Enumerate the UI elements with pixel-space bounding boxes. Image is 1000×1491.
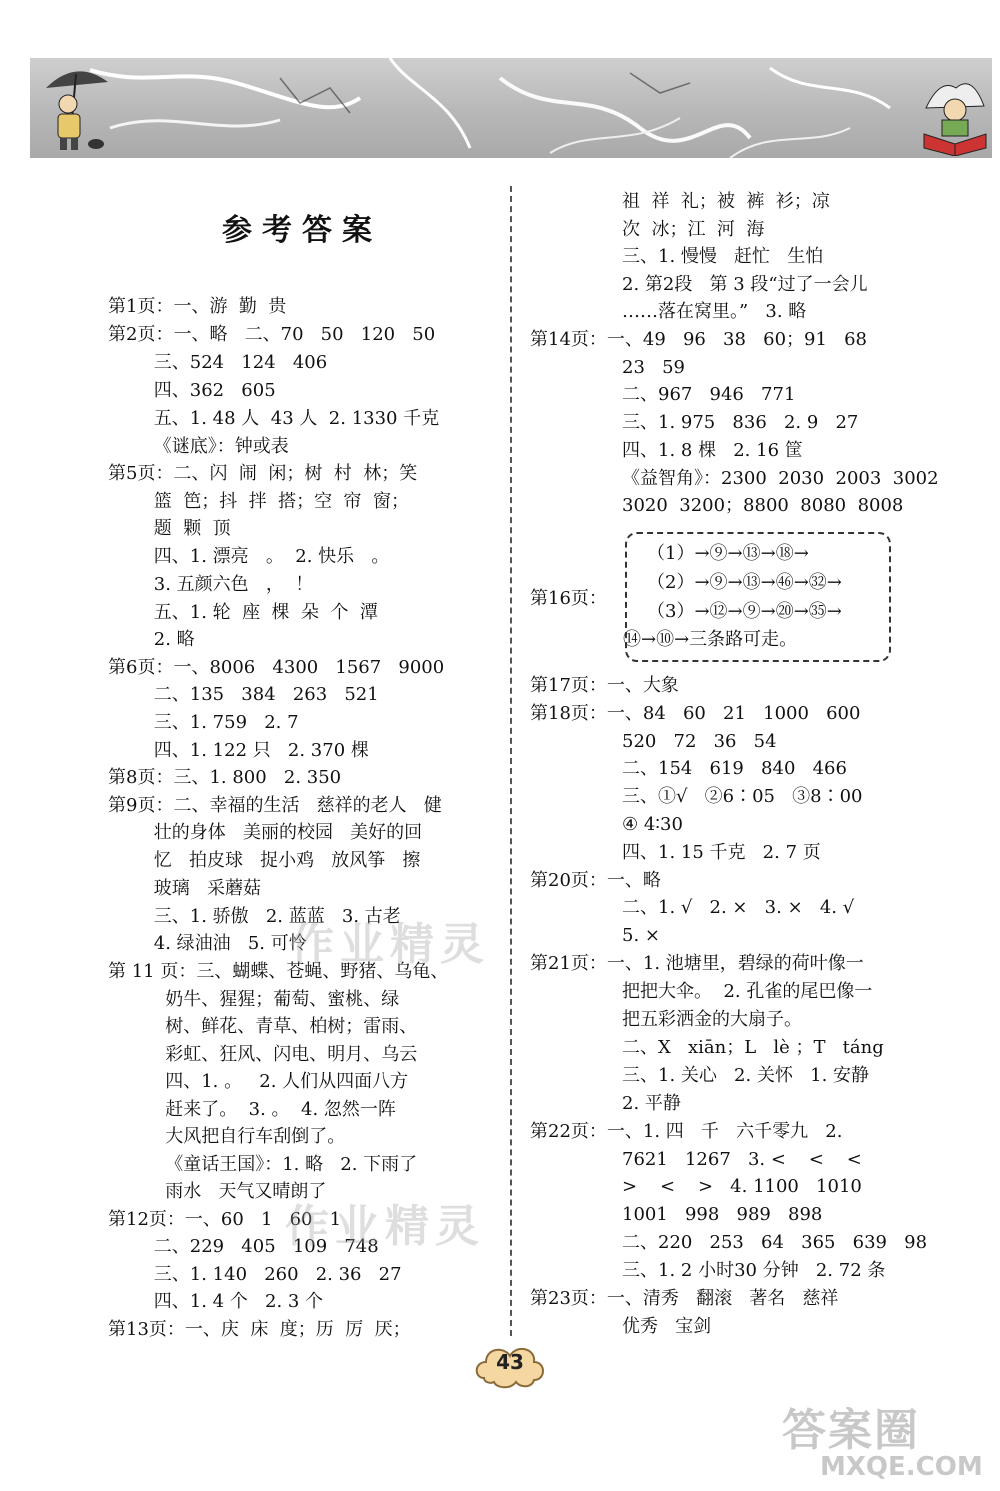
answer-line: 赶来了。 3. 。 4. 忽然一阵 — [108, 1099, 396, 1120]
umbrella-child-icon — [38, 60, 118, 156]
answer-line: 第13页：一、庆 床 度；历 厉 厌； — [108, 1319, 411, 1340]
answer-line: 四、362 605 — [108, 380, 276, 401]
route-row: （1）→⑨→⑬→⑱→ — [647, 543, 809, 564]
answer-line: 第14页：一、49 96 38 60；91 68 — [530, 329, 867, 350]
answer-line: 三、524 124 406 — [108, 352, 328, 373]
answer-line: 树、鲜花、青草、柏树；雷雨、 — [108, 1016, 418, 1037]
answer-line: 第20页：一、略 — [530, 870, 661, 891]
answer-line: 把五彩洒金的大扇子。 — [622, 1009, 802, 1030]
site-watermark — [770, 1390, 992, 1490]
answer-line: 四、1. 8 棵 2. 16 筐 — [622, 440, 803, 461]
answer-line: > < > 4. 1100 1010 — [622, 1176, 862, 1197]
answer-line: 第12页：一、60 1 60 1 — [108, 1209, 342, 1230]
answer-line: 第21页：一、1. 池塘里，碧绿的荷叶像一 — [530, 953, 864, 974]
answer-line: 第22页：一、1. 四 千 六千零九 2. — [530, 1121, 843, 1142]
reading-child-icon — [920, 68, 990, 156]
answer-line: 第8页：三、1. 800 2. 350 — [108, 767, 342, 788]
route-row: （3）→⑫→⑨→⑳→㉟→ — [647, 601, 842, 622]
answer-line: 三、1. 759 2. 7 — [108, 712, 299, 733]
header-banner — [30, 58, 992, 158]
answer-line: 1001 998 989 898 — [622, 1204, 823, 1225]
answer-line: 二、229 405 109 748 — [108, 1236, 379, 1257]
answer-line: 三、1. 975 836 2. 9 27 — [622, 412, 859, 433]
answer-line: 7621 1267 3. < < < — [622, 1149, 862, 1170]
page-number-badge — [472, 1340, 548, 1390]
column-divider — [510, 186, 512, 1336]
answer-line: 彩虹、狂风、闪电、明月、乌云 — [108, 1044, 418, 1065]
route-label: 第16页： — [530, 588, 607, 609]
answer-line: 520 72 36 54 — [622, 731, 777, 752]
answer-line: 二、220 253 64 365 639 98 — [622, 1232, 928, 1253]
answer-line: 二、135 384 263 521 — [108, 684, 379, 705]
answer-line: 第17页：一、大象 — [530, 675, 679, 696]
route-row: ⑭→⑩→三条路可走。 — [623, 629, 798, 650]
answer-line: 第5页：二、闪 闹 闲；树 村 林；笑 — [108, 463, 418, 484]
answer-line: 祖 祥 礼；被 裤 衫；凉 — [622, 191, 830, 212]
answer-line: 第1页：一、游 勤 贵 — [108, 296, 287, 317]
answer-line: 3020 3200；8800 8080 8008 — [622, 495, 904, 516]
answer-line: 2. 第2段 第 3 段“过了一会儿 — [622, 274, 868, 295]
answer-line: 五、1. 48 人 43 人 2. 1330 千克 — [108, 408, 440, 429]
answer-line: 雨水 天气又晴朗了 — [108, 1181, 327, 1202]
answer-line: 四、1. 15 千克 2. 7 页 — [622, 842, 821, 863]
answer-line: 优秀 宝剑 — [622, 1316, 712, 1337]
answer-line: 壮的身体 美丽的校园 美好的回 — [108, 822, 423, 843]
route-answer-box — [625, 532, 891, 662]
site-watermark-url: MXQE.COM — [820, 1452, 983, 1482]
answer-line: 二、154 619 840 466 — [622, 758, 847, 779]
answer-line: 二、X xiān；L lè ；T táng — [622, 1037, 884, 1058]
answer-line: 《童话王国》：1. 略 2. 下雨了 — [108, 1154, 418, 1175]
answer-line: 四、1. 122 只 2. 370 棵 — [108, 740, 369, 761]
watermark-text: 作业精灵 — [285, 1201, 485, 1252]
answer-line: 四、1. 。 2. 人们从四面八方 — [108, 1071, 409, 1092]
answer-line: 二、1. √ 2. × 3. × 4. √ — [622, 897, 855, 918]
answer-line: 五、1. 轮 座 棵 朵 个 潭 — [108, 602, 378, 623]
answer-line: 四、1. 4 个 2. 3 个 — [108, 1291, 324, 1312]
answer-line: 第6页：一、8006 4300 1567 9000 — [108, 657, 445, 678]
answer-line: 四、1. 漂亮 。 2. 快乐 。 — [108, 546, 390, 567]
answer-line: 第18页：一、84 60 21 1000 600 — [530, 703, 861, 724]
answer-line: 5. × — [622, 925, 660, 946]
answer-line: 忆 拍皮球 捉小鸡 放风筝 擦 — [108, 850, 421, 871]
answer-line: 三、1. 骄傲 2. 蓝蓝 3. 古老 — [108, 906, 401, 927]
answer-line: 2. 平静 — [622, 1093, 681, 1114]
answer-line: 把把大伞。 2. 孔雀的尾巴像一 — [622, 981, 873, 1002]
answer-line: ④ 4∶30 — [622, 814, 683, 835]
watermark-text: 作业精灵 — [290, 919, 490, 970]
route-row: （2）→⑨→⑬→㊻→㉜→ — [647, 572, 842, 593]
answer-line: 次 冰；江 河 海 — [622, 219, 765, 240]
answer-line: 2. 略 — [108, 629, 195, 650]
answer-line: 三、1. 慢慢 赶忙 生怕 — [622, 246, 824, 267]
answer-line: 第2页：一、略 二、70 50 120 50 — [108, 324, 436, 345]
answer-line: 三、①√ ②6∶05 ③8∶00 — [622, 786, 863, 807]
answer-line: 玻璃 采蘑菇 — [108, 878, 261, 899]
answer-line: 三、1. 2 小时30 分钟 2. 72 条 — [622, 1260, 886, 1281]
answer-line: 题 颗 顶 — [108, 518, 231, 539]
answer-line: 第 11 页：三、蝴蝶、苍蝇、野猪、乌龟、 — [108, 961, 449, 982]
page-title: 参考答案 — [222, 213, 382, 248]
answer-line: 《益智角》：2300 2030 2003 3002 — [622, 468, 939, 489]
answer-line: ……落在窝里。” 3. 略 — [622, 301, 807, 322]
answer-line: 三、1. 140 260 2. 36 27 — [108, 1264, 402, 1285]
answer-line: 奶牛、猩猩；葡萄、蜜桃、绿 — [108, 989, 400, 1010]
site-watermark-main: 答案圈 — [782, 1405, 920, 1456]
answer-line: 23 59 — [622, 357, 685, 378]
answer-line: 二、967 946 771 — [622, 384, 796, 405]
answer-line: 3. 五颜六色 ， ！ — [108, 574, 314, 595]
answer-line: 大风把自行车刮倒了。 — [108, 1126, 346, 1147]
answer-line: 第9页：二、幸福的生活 慈祥的老人 健 — [108, 795, 442, 816]
marble-texture — [30, 58, 992, 158]
answer-line: 4. 绿油油 5. 可怜 — [108, 933, 307, 954]
page-number: 43 — [496, 1350, 524, 1374]
answer-line: 篮 笆；抖 拌 搭；空 帘 窗； — [108, 491, 409, 512]
answer-line: 三、1. 关心 2. 关怀 1. 安静 — [622, 1065, 870, 1086]
answer-line: 第23页：一、清秀 翻滚 著名 慈祥 — [530, 1288, 839, 1309]
answer-line: 《谜底》：钟或表 — [108, 436, 289, 457]
